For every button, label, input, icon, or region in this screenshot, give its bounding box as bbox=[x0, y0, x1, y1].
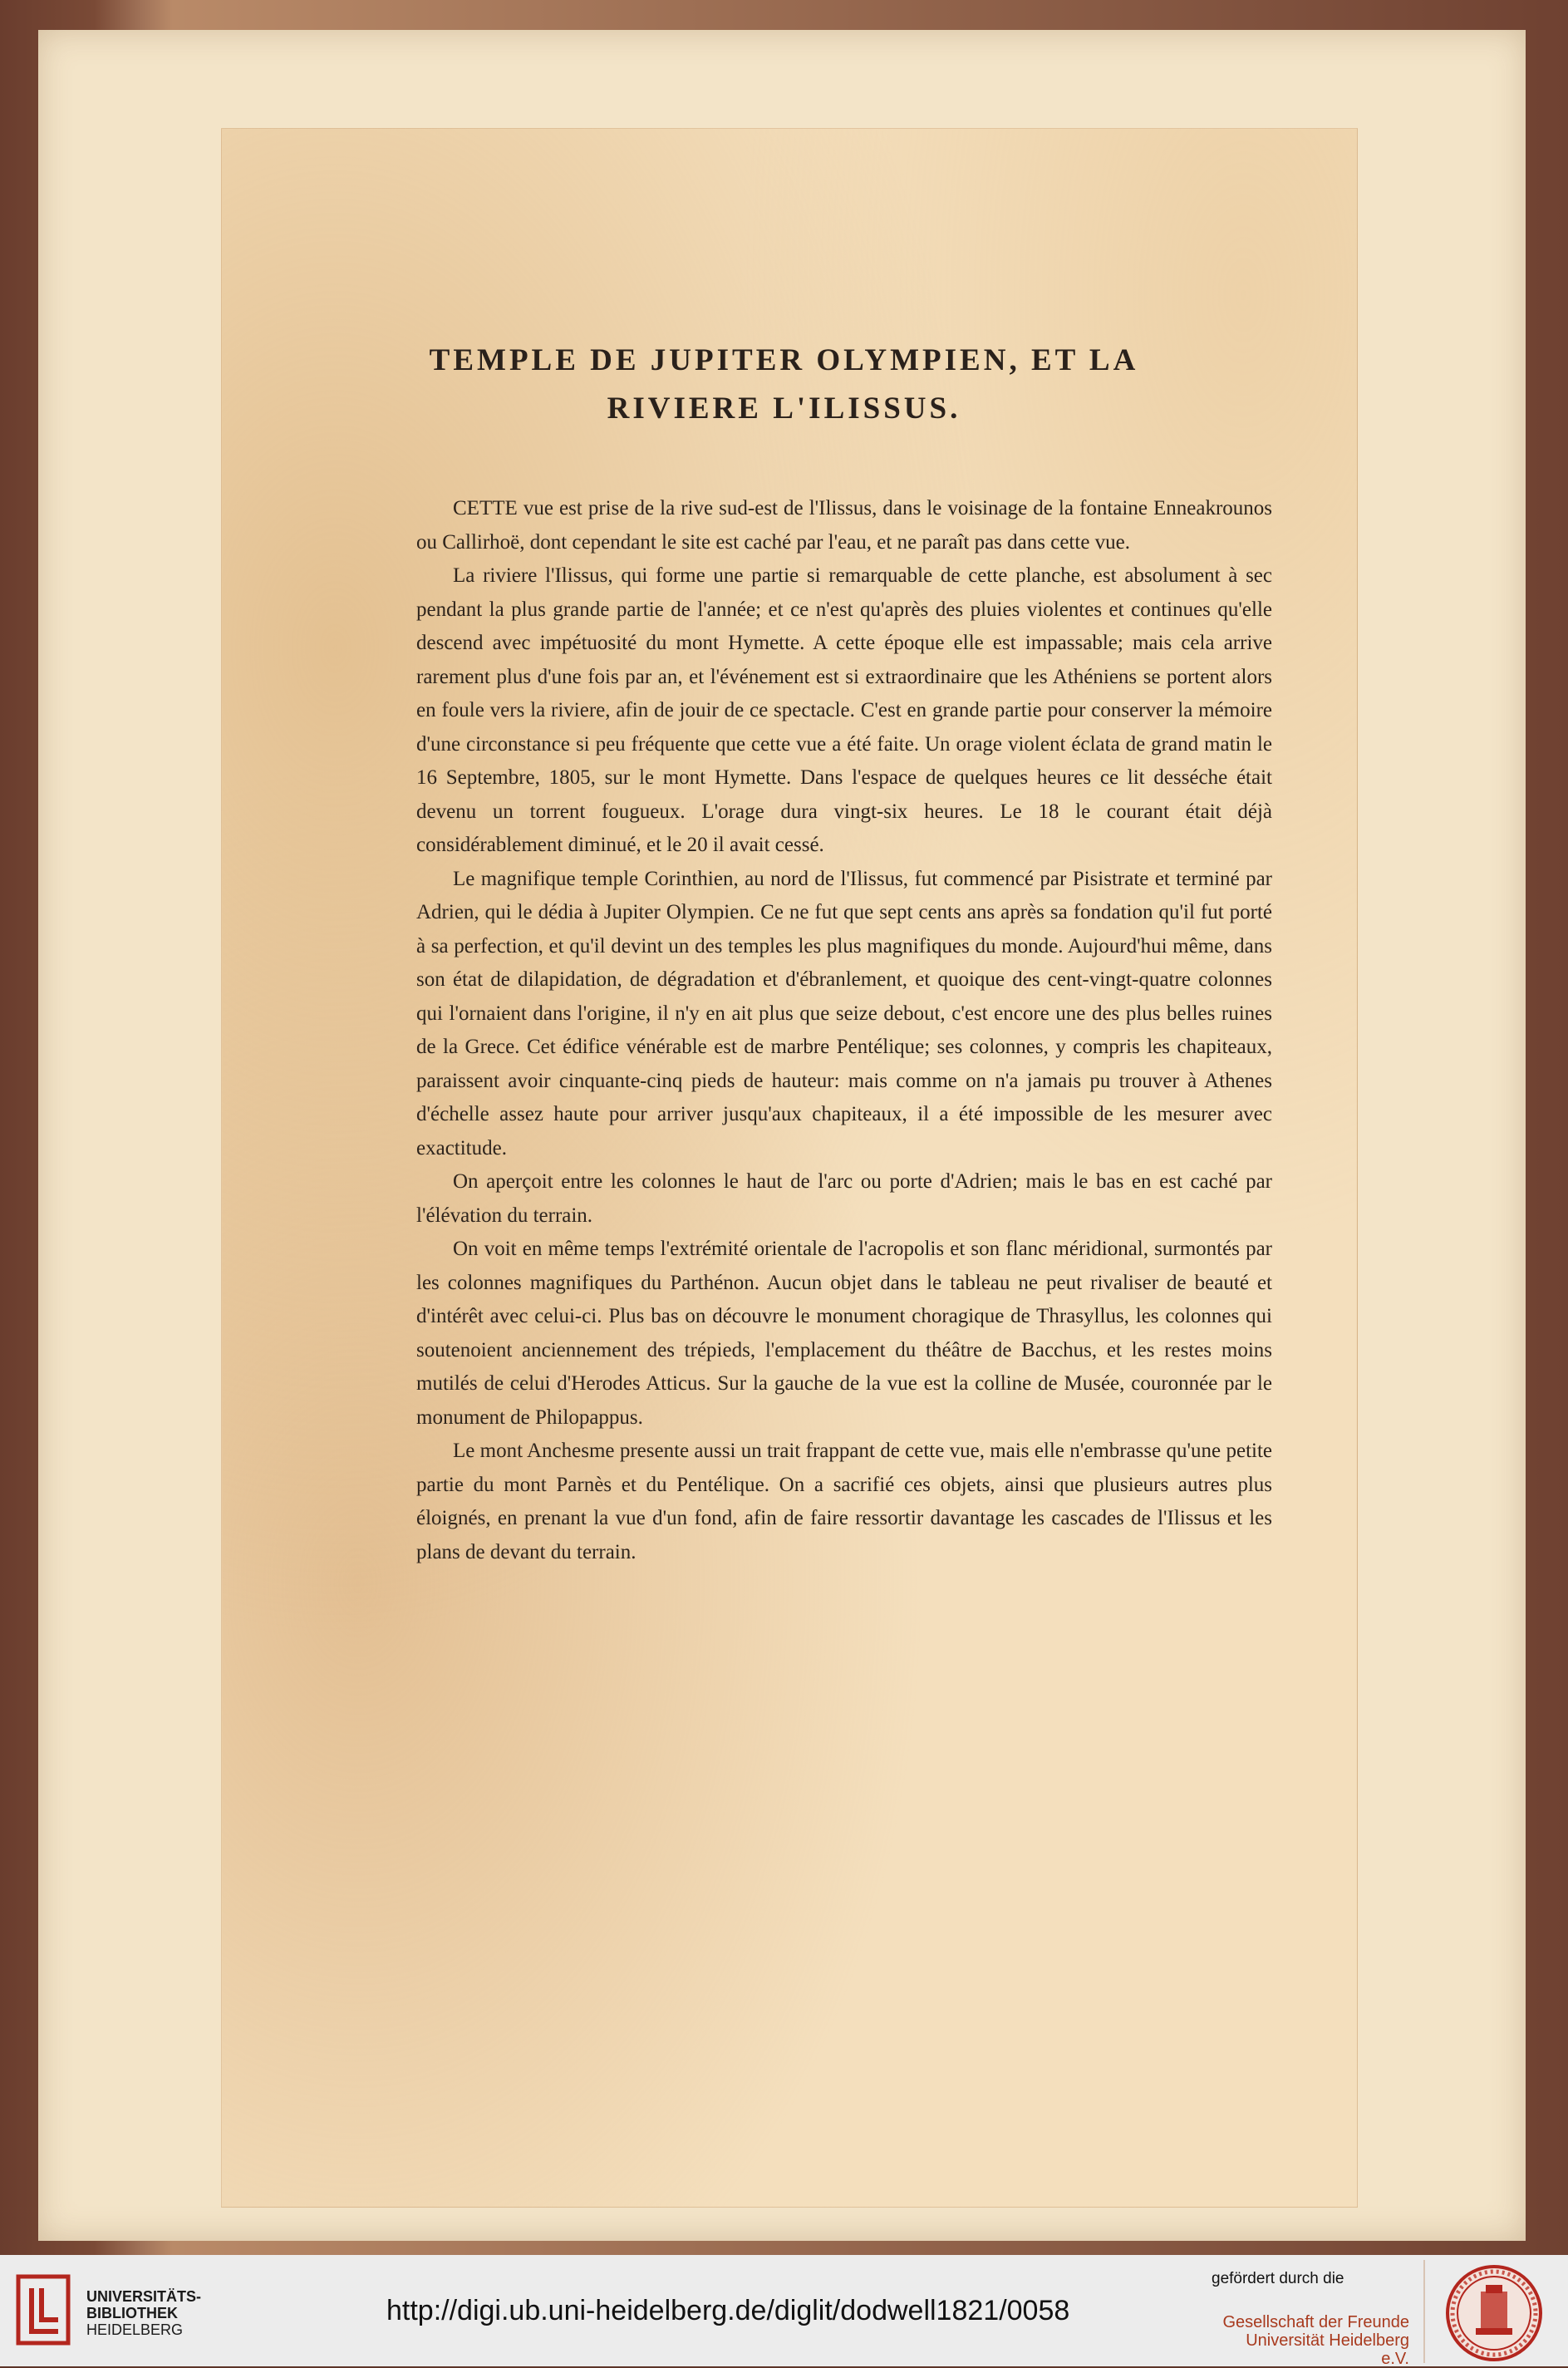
sponsor-name-line-2: Universität Heidelberg e.V. bbox=[1246, 2331, 1409, 2368]
university-seal-icon[interactable] bbox=[1444, 2263, 1544, 2363]
paragraph: CETTE vue est prise de la rive sud-est de l'Ilissus, dans le voisinage de la fontaine Enneakrounos ou Callirhoë, dont cependant le site est caché par l'eau, et ne paraît pas dans cette vue. bbox=[416, 497, 1272, 554]
title-line-1: TEMPLE DE JUPITER OLYMPIEN, ET LA bbox=[429, 343, 1139, 377]
library-name-line-1: UNIVERSITÄTS- bbox=[86, 2288, 202, 2305]
library-name-line-2: BIBLIOTHEK bbox=[86, 2305, 178, 2321]
sponsor-name-line-1: Gesellschaft der Freunde bbox=[1222, 2313, 1409, 2331]
paragraph: On aperçoit entre les colonnes le haut de l'arc ou porte d'Adrien; mais le bas en est caché par l'élévation du terrain. bbox=[416, 1170, 1272, 1227]
title-line-2: RIVIERE L'ILISSUS. bbox=[607, 391, 961, 426]
document-body bbox=[416, 492, 1272, 1569]
paragraph: Le magnifique temple Corinthien, au nord de l'Ilissus, fut commencé par Pisistrate et terminé par Adrien, qui le dédia à Jupiter Olympien. Ce ne fut que sept cents ans après sa fondation qu'il fut porté à sa perfection, et qu'il devint un des temples les plus magnifiques du monde. Aujourd'hui même, dans son état de dilapidation, de dégradation et d'ébranlement, et quoique des cent-vingt-quatre colonnes qui l'ornaient dans l'origine, il n'y en ait plus que seize debout, c'est encore une des plus belles ruines de la Grece. Cet édifice vénérable est de marbre Pentélique; ses colonnes, y compris les chapiteaux, paraissent avoir cinquante-cinq pieds de hauteur: mais comme on n'a jamais pu trouver à Athenes d'échelle assez haute pour arriver jusqu'aux chapiteaux, il a été impossible de les mesurer avec exactitude. bbox=[416, 867, 1272, 1159]
footer-bar bbox=[0, 2255, 1568, 2366]
library-name[interactable] bbox=[86, 2288, 201, 2338]
document-title bbox=[249, 337, 1319, 433]
footer-divider bbox=[1423, 2260, 1425, 2363]
ub-heidelberg-logo-icon[interactable] bbox=[15, 2272, 73, 2348]
sponsor-name[interactable] bbox=[1215, 2313, 1409, 2368]
library-name-line-3: HEIDELBERG bbox=[86, 2321, 184, 2338]
sponsor-label: gefördert durch die bbox=[1212, 2270, 1344, 2287]
paragraph: La riviere l'Ilissus, qui forme une partie si remarquable de cette planche, est absolument à sec pendant la plus grande partie de l'année; et ce n'est qu'après des pluies violentes et continues qu'elle descend avec impétuosité du mont Hymette. A cette époque elle est impassable; mais cela arrive rarement plus d'une fois par an, et l'événement est si extraordinaire que les Athéniens se portent alors en foule vers la riviere, afin de jouir de ce spectacle. C'est en grande partie pour conserver la mémoire d'une circonstance si peu fréquente que cette vue a été faite. Un orage violent éclata de grand matin le 16 Septembre, 1805, sur le mont Hymette. Dans l'espace de quelques heures ce lit desséche était devenu un torrent fougueux. L'orage dura vingt-six heures. Le 18 le courant était déjà considérablement diminué, et le 20 il avait cessé. bbox=[416, 564, 1272, 856]
permalink-url[interactable]: http://digi.ub.uni-heidelberg.de/diglit/dodwell1821/0058 bbox=[386, 2295, 1070, 2326]
paragraph: On voit en même temps l'extrémité orientale de l'acropolis et son flanc méridional, surmontés par les colonnes magnifiques du Parthénon. Aucun objet dans le tableau ne peut rivaliser de beauté et d'intérêt avec celui-ci. Plus bas on découvre le monument choragique de Thrasyllus, les colonnes qui soutenoient anciennement des trépieds, l'emplacement du théâtre de Bacchus, et les restes moins mutilés de celui d'Herodes Atticus. Sur la gauche de la vue est la colline de Musée, couronnée par le monument de Philopappus. bbox=[416, 1238, 1272, 1429]
paragraph: Le mont Anchesme presente aussi un trait frappant de cette vue, mais elle n'embrasse qu'une petite partie du mont Parnès et du Pentélique. On a sacrifié ces objets, ainsi que plusieurs autres plus éloignés, en prenant la vue d'un fond, afin de faire ressortir davantage les cascades de l'Ilissus et les plans de devant du terrain. bbox=[416, 1440, 1272, 1563]
